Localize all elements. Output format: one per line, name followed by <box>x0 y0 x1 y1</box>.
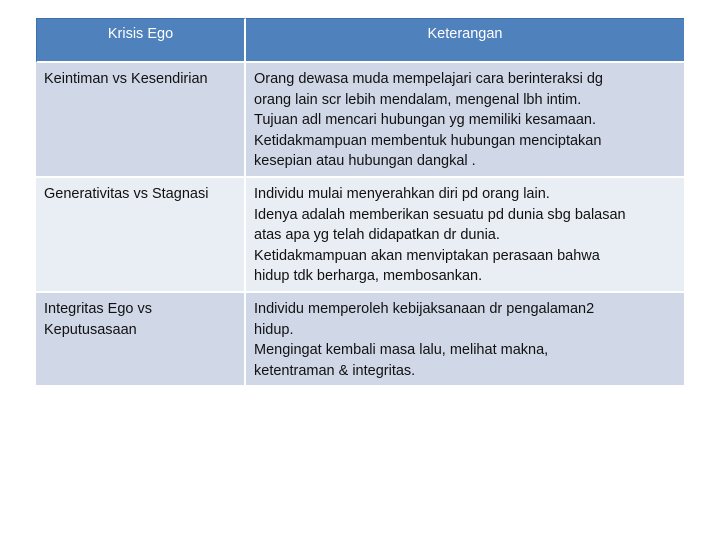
description-cell <box>246 63 684 178</box>
description-line: Individu mulai menyerahkan diri pd orang lain. <box>254 186 550 202</box>
description-line: hidup. <box>254 321 294 338</box>
description-line: kesepian atau hubungan dangkal . <box>254 153 476 169</box>
description-line: Mengingat kembali masa lalu, melihat makna, <box>254 342 549 358</box>
table-header-row <box>36 18 684 63</box>
table-row <box>36 63 684 178</box>
description-line: Idenya adalah memberikan sesuatu pd dunia sbg balasan <box>254 206 626 223</box>
description-line: Orang dewasa muda mempelajari cara berinteraksi dg <box>254 71 603 87</box>
description-line: Ketidakmampuan akan menviptakan perasaan bahwa <box>254 247 600 264</box>
description-cell <box>246 293 684 387</box>
crisis-line: Keputusasaan <box>44 321 137 338</box>
description-line: hidup tdk berharga, membosankan. <box>254 268 483 284</box>
description-line: Ketidakmampuan membentuk hubungan menciptakan <box>254 132 602 149</box>
ego-crisis-table <box>36 18 684 387</box>
crisis-cell: Generativitas vs Stagnasi <box>36 178 246 293</box>
description-line: orang lain scr lebih mendalam, mengenal lbh intim. <box>254 91 582 108</box>
header-krisis-ego: Krisis Ego <box>36 18 246 63</box>
crisis-line: Integritas Ego vs <box>44 301 152 317</box>
description-cell <box>246 178 684 293</box>
crisis-cell: Keintiman vs Kesendirian <box>36 63 246 178</box>
description-line: Tujuan adl mencari hubungan yg memiliki kesamaan. <box>254 112 597 128</box>
description-line: ketentraman & integritas. <box>254 362 416 379</box>
description-line: atas apa yg telah didapatkan dr dunia. <box>254 227 500 243</box>
description-line: Individu memperoleh kebijaksanaan dr pengalaman2 <box>254 301 595 317</box>
table-row <box>36 293 684 387</box>
table-row <box>36 178 684 293</box>
crisis-cell <box>36 293 246 387</box>
header-keterangan: Keterangan <box>246 18 684 63</box>
